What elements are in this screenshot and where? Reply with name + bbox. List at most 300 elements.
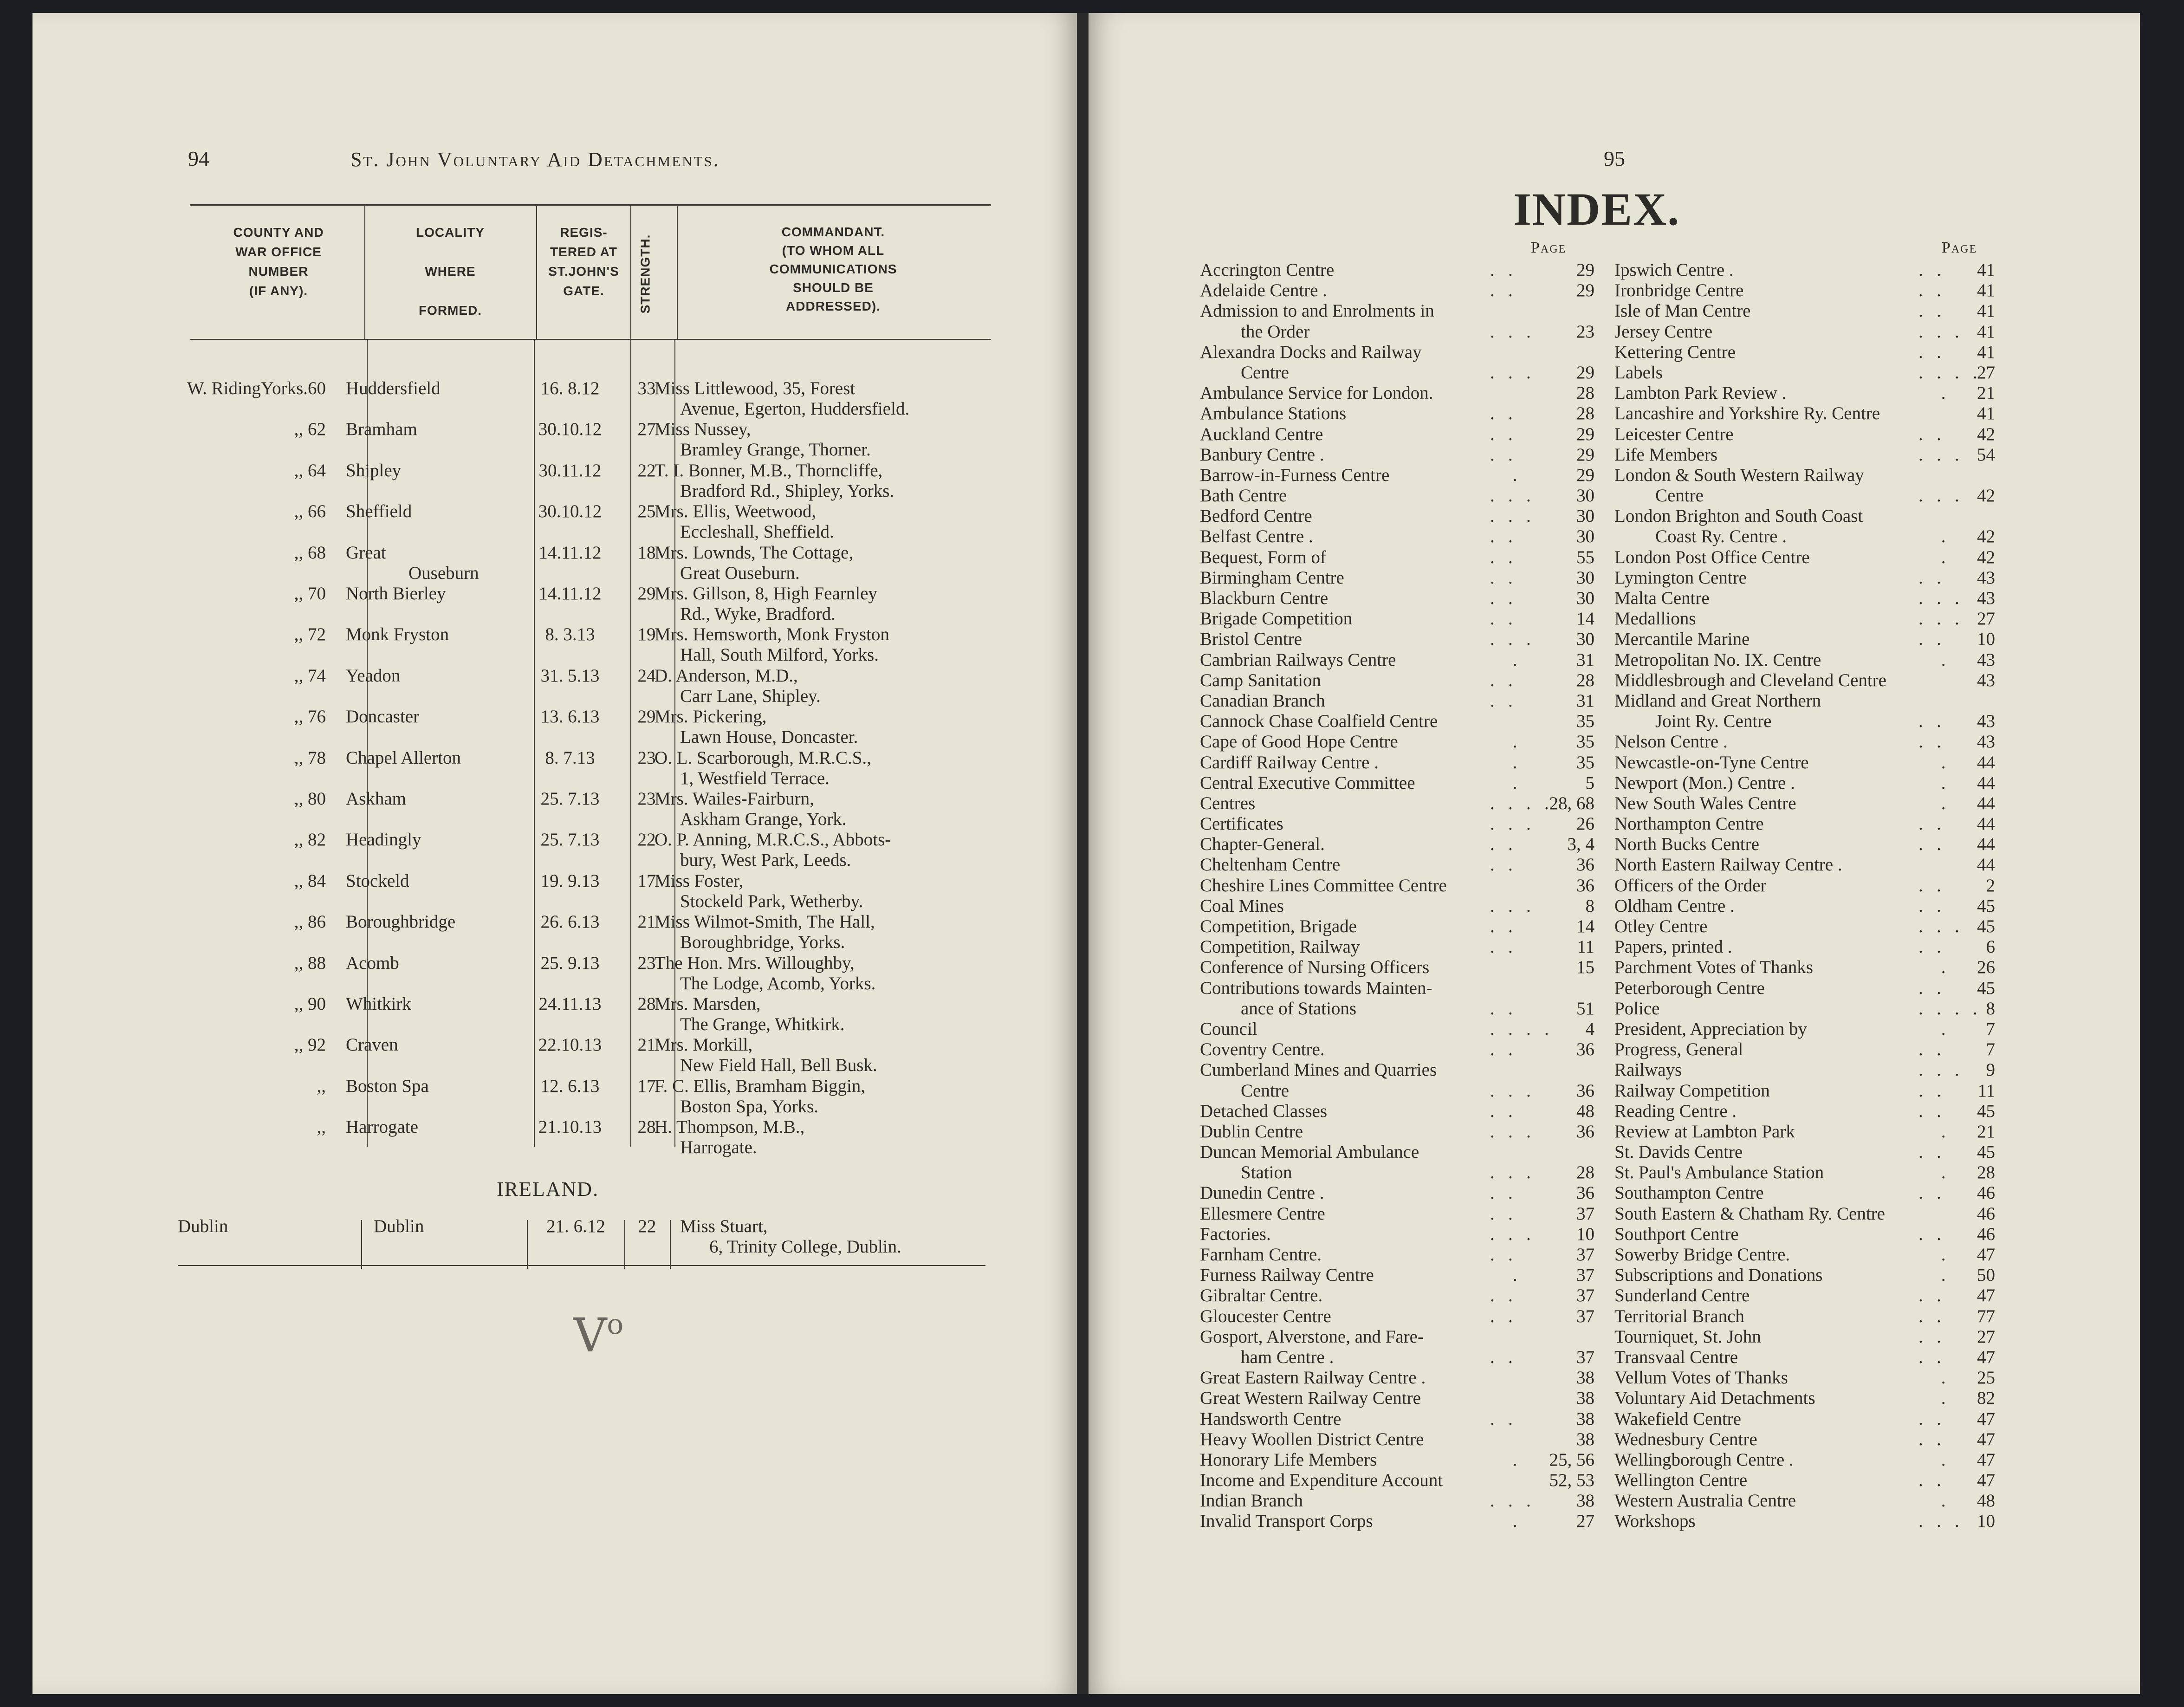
index-entry-leader: . <box>1918 1388 1946 1408</box>
date-cell: 31. 5.13 <box>540 665 600 686</box>
index-entry-leader: . <box>1490 752 1517 772</box>
index-entry-text: Centres <box>1200 793 1256 813</box>
date-cell: 14.11.12 <box>538 542 602 563</box>
commandant-address-cell: New Field Hall, Bell Busk. <box>680 1055 877 1076</box>
index-entry <box>1200 342 1594 363</box>
strength-cell: 33 <box>637 378 656 398</box>
index-entry-page: 43 <box>1977 711 1995 732</box>
index-entry-page: 26 <box>1977 957 1995 978</box>
index-entry-text: Voluntary Aid Detachments <box>1614 1388 1815 1408</box>
county-cell: ,, 86 <box>294 912 326 932</box>
index-entry-page: 46 <box>1977 1203 1995 1224</box>
table-row <box>0 584 1044 624</box>
index-entry-page: 30 <box>1576 588 1594 608</box>
index-entry-page: 45 <box>1977 1101 1995 1121</box>
strength-cell: 27 <box>637 419 656 440</box>
locality-cell: Chapel Allerton <box>346 747 461 768</box>
date-cell: 8. 3.13 <box>545 624 595 645</box>
page-column-label-2: Page <box>1942 239 1977 256</box>
index-entry-leader: . <box>1918 1265 1946 1285</box>
header-commandant: COMMANDANT. (TO WHOM ALL COMMUNICATIONS SHOULD BE ADDRESSED). <box>769 225 897 313</box>
index-entry <box>1200 363 1594 383</box>
index-entry-page: 43 <box>1977 732 1995 752</box>
index-entry-page: 46 <box>1977 1224 1995 1244</box>
index-entry <box>1614 1327 1995 1347</box>
table-row <box>0 953 1044 994</box>
strength-cell: 25 <box>637 501 656 522</box>
index-entry <box>1614 1285 1995 1306</box>
locality-cell: Yeadon <box>346 665 401 686</box>
index-entry-leader: . . <box>1490 1101 1513 1121</box>
date-cell: 21. 6.12 <box>546 1216 605 1236</box>
index-entry <box>1614 1470 1995 1491</box>
index-entry <box>1200 978 1594 999</box>
index-entry-leader: . <box>1918 752 1946 772</box>
commandant-cell: Mrs. Wailes-Fairburn, <box>655 789 814 809</box>
index-entry-leader: . <box>1490 1449 1517 1470</box>
index-entry-page: 23 <box>1576 321 1594 342</box>
index-entry <box>1200 465 1594 486</box>
index-entry-page: 9 <box>1986 1060 1995 1080</box>
county-cell: ,, 70 <box>294 584 326 604</box>
index-entry-leader: . . <box>1490 260 1513 280</box>
index-entry-text: Brigade Competition <box>1200 609 1353 629</box>
index-entry <box>1614 1183 1995 1203</box>
index-entry <box>1200 1204 1594 1224</box>
index-entry <box>1614 445 1995 465</box>
index-entry-text: Coast Ry. Centre . <box>1655 526 1787 547</box>
index-entry-text: Jersey Centre <box>1614 321 1713 342</box>
index-entry-leader: . . <box>1918 1101 1941 1121</box>
locality-cell: Boston Spa <box>346 1076 429 1096</box>
index-entry-leader: . . <box>1490 567 1513 588</box>
commandant-address-cell: Bradford Rd., Shipley, Yorks. <box>680 480 894 501</box>
index-entry-text: Council <box>1200 1019 1257 1039</box>
strength-cell: 28 <box>637 1117 656 1137</box>
index-entry-text: ham Centre . <box>1241 1347 1334 1367</box>
index-entry-page: 15 <box>1576 957 1594 978</box>
index-entry <box>1200 1327 1594 1347</box>
commandant-cell: H. Thompson, M.B., <box>655 1117 805 1137</box>
date-cell: 26. 6.13 <box>540 912 600 932</box>
book-gutter <box>1077 13 1089 1694</box>
col-divider-4 <box>677 204 678 339</box>
index-entry <box>1200 732 1594 752</box>
index-entry <box>1200 403 1594 424</box>
commandant-cell: Mrs. Marsden, <box>655 994 761 1014</box>
index-entry-text: Gloucester Centre <box>1200 1306 1331 1326</box>
index-entry-text: Heavy Woollen District Centre <box>1200 1429 1424 1449</box>
commandant-address-cell: Harrogate. <box>680 1137 757 1158</box>
index-entry-leader: . . <box>1918 1080 1941 1101</box>
county-cell: ,, 66 <box>294 501 326 522</box>
index-entry-page: 14 <box>1576 609 1594 629</box>
index-entry-leader: . . <box>1490 855 1513 875</box>
index-entry-page: 37 <box>1576 1265 1594 1285</box>
index-entry-page: 43 <box>1977 588 1995 608</box>
index-entry-text: Police <box>1614 998 1660 1019</box>
index-entry-text: Malta Centre <box>1614 588 1710 608</box>
commandant-address-cell: The Lodge, Acomb, Yorks. <box>680 973 876 993</box>
index-entry <box>1200 526 1594 547</box>
index-entry <box>1200 1368 1594 1388</box>
index-entry-text: Medallions <box>1614 609 1696 629</box>
table-row <box>0 830 1044 870</box>
index-entry-page: 47 <box>1977 1470 1995 1491</box>
index-entry-text: Accrington Centre <box>1200 260 1335 280</box>
index-entry <box>1614 855 1995 875</box>
index-entry-text: Banbury Centre . <box>1200 444 1324 465</box>
index-entry-leader: . . . <box>1490 321 1531 342</box>
index-entry-page: 30 <box>1576 629 1594 649</box>
index-entry-text: Midland and Great Northern <box>1614 690 1821 711</box>
index-entry-text: Coventry Centre. <box>1200 1039 1325 1060</box>
index-entry-leader: . . <box>1490 588 1513 608</box>
index-entry-text: Sunderland Centre <box>1614 1285 1750 1306</box>
index-entry-text: Birmingham Centre <box>1200 567 1344 588</box>
index-entry-leader: . . . <box>1490 1080 1531 1101</box>
index-entry-leader: . . <box>1918 1429 1941 1449</box>
index-entry <box>1200 1347 1594 1368</box>
date-cell: 22.10.13 <box>538 1035 602 1055</box>
index-entry-text: Subscriptions and Donations <box>1614 1265 1823 1285</box>
ireland-divider-2 <box>527 1220 528 1269</box>
index-entry <box>1614 1162 1995 1183</box>
index-entry <box>1614 650 1995 670</box>
table-row <box>0 1035 1044 1076</box>
index-entry-leader: . . . <box>1918 444 1959 465</box>
index-entry <box>1614 876 1995 896</box>
index-entry-text: Chapter-General. <box>1200 834 1325 855</box>
index-entry <box>1614 753 1995 773</box>
commandant-address-cell: Great Ouseburn. <box>680 563 800 583</box>
index-entry <box>1614 711 1995 732</box>
index-entry-leader: . . <box>1490 834 1513 855</box>
index-entry-page: 28 <box>1576 383 1594 403</box>
index-entry-page: 44 <box>1977 834 1995 855</box>
locality-cell: Sheffield <box>346 501 412 522</box>
index-entry-text: Sowerby Bridge Centre. <box>1614 1245 1790 1265</box>
index-entry-leader: . . <box>1490 526 1513 547</box>
county-cell: W. RidingYorks.60 <box>187 378 326 398</box>
index-entry-text: Metropolitan No. IX. Centre <box>1614 649 1821 670</box>
index-entry <box>1614 1450 1995 1470</box>
strength-cell: 23 <box>637 789 656 809</box>
index-entry-page: 38 <box>1576 1491 1594 1511</box>
index-entry-leader: . . . <box>1918 1511 1959 1532</box>
index-entry-page: 41 <box>1977 321 1995 342</box>
index-entry-page: 36 <box>1576 855 1594 875</box>
index-entry <box>1200 1388 1594 1408</box>
index-entry-leader: . . <box>1918 937 1941 957</box>
index-entry <box>1200 629 1594 649</box>
locality-cell-continued: Ouseburn <box>408 563 479 583</box>
index-entry-leader: . . . <box>1918 1060 1959 1080</box>
strength-cell: 24 <box>637 665 656 686</box>
table-row <box>0 461 1044 501</box>
commandant-cell: Mrs. Ellis, Weetwood, <box>655 501 817 522</box>
index-entry <box>1614 609 1995 629</box>
index-entry-text: Competition, Brigade <box>1200 916 1357 936</box>
index-entry-text: Joint Ry. Centre <box>1655 711 1772 732</box>
county-cell: ,, 76 <box>294 707 326 727</box>
index-entry-text: Wednesbury Centre <box>1614 1429 1757 1449</box>
index-entry-text: Coal Mines <box>1200 896 1284 916</box>
index-entry-text: Newport (Mon.) Centre . <box>1614 772 1795 793</box>
index-entry-leader: . . . <box>1490 1224 1531 1244</box>
index-entry <box>1200 1122 1594 1142</box>
index-entry-text: Wakefield Centre <box>1614 1408 1741 1429</box>
index-entry <box>1614 732 1995 752</box>
commandant-cell: T. I. Bonner, M.B., Thorncliffe, <box>655 460 883 480</box>
date-cell: 25. 7.13 <box>540 789 600 809</box>
commandant-cell: D. Anderson, M.D., <box>655 665 798 686</box>
index-entry-text: Invalid Transport Corps <box>1200 1511 1373 1532</box>
index-entry-text: Oldham Centre . <box>1614 896 1735 916</box>
index-entry-leader: . . . <box>1490 629 1531 649</box>
county-cell: ,, 72 <box>294 624 326 645</box>
index-entry-text: ance of Stations <box>1241 998 1357 1019</box>
index-entry-page: 54 <box>1977 444 1995 465</box>
index-entry-text: Bath Centre <box>1200 486 1287 506</box>
county-cell: ,, <box>317 1117 326 1137</box>
county-cell: ,, 64 <box>294 460 326 480</box>
index-entry-page: 38 <box>1576 1408 1594 1429</box>
index-entry-text: Cheltenham Centre <box>1200 855 1341 875</box>
index-entry <box>1614 773 1995 793</box>
county-cell: ,, 62 <box>294 419 326 440</box>
index-entry-text: Cardiff Railway Centre . <box>1200 752 1379 772</box>
index-entry-leader: . . . . <box>1918 998 1977 1019</box>
date-cell: 14.11.12 <box>538 584 602 604</box>
index-entry <box>1614 978 1995 999</box>
index-entry-text: Kettering Centre <box>1614 342 1736 362</box>
index-entry-leader: . . . <box>1490 1162 1531 1183</box>
index-entry-page: 51 <box>1576 998 1594 1019</box>
index-entry <box>1200 1183 1594 1203</box>
handwritten-mark: $V^o$ <box>573 1308 624 1363</box>
index-entry-text: Ipswich Centre . <box>1614 260 1734 280</box>
index-entry-leader: . <box>1490 1265 1517 1285</box>
index-entry-text: Railways <box>1614 1060 1682 1080</box>
index-entry-leader: . . <box>1918 1470 1941 1491</box>
index-entry-page: 41 <box>1977 260 1995 280</box>
index-entry-page: 42 <box>1977 547 1995 567</box>
index-entry-page: 11 <box>1577 937 1594 957</box>
index-entry <box>1614 834 1995 855</box>
index-entry-page: 2 <box>1986 875 1995 896</box>
index-entry <box>1614 1347 1995 1368</box>
index-entry-text: St. Paul's Ambulance Station <box>1614 1162 1824 1183</box>
index-entry-text: Cheshire Lines Committee Centre <box>1200 875 1447 896</box>
index-entry-page: 48 <box>1977 1491 1995 1511</box>
index-entry <box>1200 1285 1594 1306</box>
index-entry-page: 27 <box>1977 362 1995 383</box>
index-entry <box>1614 1409 1995 1429</box>
index-entry-text: North Eastern Railway Centre . <box>1614 855 1842 875</box>
commandant-cell: F. C. Ellis, Bramham Biggin, <box>655 1076 866 1096</box>
index-entry <box>1200 957 1594 978</box>
commandant-address-cell: 1, Westfield Terrace. <box>680 768 830 788</box>
index-entry-text: Isle of Man Centre <box>1614 301 1751 321</box>
date-cell: 21.10.13 <box>538 1117 602 1137</box>
index-entry-page: 41 <box>1977 280 1995 301</box>
locality-cell: Acomb <box>346 953 399 973</box>
index-entry <box>1614 322 1995 342</box>
index-entry-leader: . <box>1490 772 1517 793</box>
commandant-address-cell: Hall, South Milford, Yorks. <box>680 645 879 665</box>
index-entry-text: Cumberland Mines and Quarries <box>1200 1060 1437 1080</box>
index-entry <box>1614 465 1995 486</box>
strength-cell: 22 <box>638 1216 656 1236</box>
index-entry <box>1200 1470 1594 1491</box>
county-cell: ,, 84 <box>294 870 326 891</box>
locality-cell: Dublin <box>374 1216 424 1236</box>
index-entry-text: Wellingborough Centre . <box>1614 1449 1794 1470</box>
index-entry <box>1614 1245 1995 1265</box>
index-entry-text: Camp Sanitation <box>1200 670 1322 690</box>
index-entry-page: 44 <box>1977 814 1995 834</box>
col-divider-2 <box>536 204 537 339</box>
index-entry-page: 46 <box>1977 1183 1995 1203</box>
index-entry <box>1200 896 1594 916</box>
commandant-cell: Mrs. Pickering, <box>655 707 767 727</box>
date-cell: 30.10.12 <box>538 501 602 522</box>
index-entry-leader: . <box>1918 547 1946 567</box>
index-entry <box>1614 1368 1995 1388</box>
index-entry-page: 36 <box>1576 875 1594 896</box>
county-cell: ,, 88 <box>294 953 326 973</box>
index-entry-page: 37 <box>1576 1347 1594 1367</box>
table-row <box>0 789 1044 830</box>
index-entry-text: Income and Expenditure Account <box>1200 1470 1443 1491</box>
table-bottom-rule <box>178 1265 985 1266</box>
commandant-address-cell: Eccleshall, Sheffield. <box>680 522 834 542</box>
index-entry <box>1200 650 1594 670</box>
locality-cell: Monk Fryston <box>346 624 449 645</box>
index-entry-text: Factories. <box>1200 1224 1271 1244</box>
strength-cell: 28 <box>637 994 656 1014</box>
index-entry-page: 37 <box>1576 1245 1594 1265</box>
commandant-address-cell: 6, Trinity College, Dublin. <box>709 1237 901 1257</box>
index-entry <box>1200 1142 1594 1162</box>
county-cell: ,, 80 <box>294 789 326 809</box>
index-entry <box>1200 506 1594 526</box>
index-entry-leader: . . <box>1490 609 1513 629</box>
index-entry-text: President, Appreciation by <box>1614 1019 1807 1039</box>
index-entry-page: 14 <box>1576 916 1594 936</box>
index-entry-page: 29 <box>1576 280 1594 301</box>
index-entry <box>1200 588 1594 609</box>
index-entry-leader: . . . <box>1490 1491 1531 1511</box>
index-entry-leader: . . <box>1918 875 1941 896</box>
index-entry-text: London Brighton and South Coast <box>1614 506 1863 526</box>
index-entry-text: Workshops <box>1614 1511 1696 1532</box>
index-entry-leader: . . <box>1918 1142 1941 1162</box>
commandant-address-cell: Boroughbridge, Yorks. <box>680 932 845 953</box>
index-entry-text: Duncan Memorial Ambulance <box>1200 1142 1419 1162</box>
index-entry-page: 36 <box>1576 1183 1594 1203</box>
index-entry-leader: . <box>1918 1245 1946 1265</box>
index-entry-leader: . . <box>1490 690 1513 711</box>
index-entry-page: 29 <box>1576 260 1594 280</box>
locality-cell: Whitkirk <box>346 994 411 1014</box>
index-entry <box>1614 1142 1995 1162</box>
index-entry-leader: . <box>1490 649 1517 670</box>
index-entry-leader: . <box>1918 1491 1946 1511</box>
index-entry <box>1614 403 1995 424</box>
running-head: St. John Voluntary Aid Detachments. <box>350 148 720 171</box>
index-entry-page: 25 <box>1977 1368 1995 1388</box>
index-entry <box>1200 670 1594 691</box>
index-entry <box>1200 691 1594 711</box>
index-entry-leader: . . . <box>1918 609 1959 629</box>
index-entry-page: 35 <box>1576 711 1594 732</box>
index-entry-leader: . . <box>1918 424 1941 444</box>
index-entry <box>1200 855 1594 875</box>
index-entry-page: 36 <box>1576 1121 1594 1142</box>
table-row <box>0 378 1044 419</box>
index-entry-text: Ellesmere Centre <box>1200 1203 1325 1224</box>
index-entry-page: 28 <box>1576 403 1594 424</box>
index-entry-text: Progress, General <box>1614 1039 1743 1060</box>
index-entry-page: 30 <box>1576 506 1594 526</box>
index-entry-page: 30 <box>1576 526 1594 547</box>
index-entry-text: Auckland Centre <box>1200 424 1323 444</box>
index-entry <box>1200 916 1594 937</box>
index-entry-leader: . . <box>1490 1285 1513 1306</box>
index-entry-page: 27 <box>1977 1326 1995 1347</box>
strength-cell: 29 <box>637 584 656 604</box>
index-entry-text: Life Members <box>1614 444 1718 465</box>
index-entry-leader: . . <box>1490 280 1513 301</box>
index-entry-text: Wellington Centre <box>1614 1470 1748 1491</box>
index-entry-page: 29 <box>1576 424 1594 444</box>
index-entry-page: 8 <box>1585 896 1594 916</box>
index-entry-leader: . . . <box>1918 588 1959 608</box>
commandant-cell: Miss Foster, <box>655 870 744 891</box>
index-entry <box>1200 876 1594 896</box>
index-entry <box>1614 1265 1995 1285</box>
index-entry-page: 38 <box>1576 1388 1594 1408</box>
index-entry-page: 29 <box>1576 444 1594 465</box>
index-entry-text: Leicester Centre <box>1614 424 1734 444</box>
commandant-cell: Miss Stuart, <box>680 1216 768 1236</box>
index-entry-text: Belfast Centre . <box>1200 526 1313 547</box>
index-entry-leader: . . <box>1490 1183 1513 1203</box>
index-entry-leader: . <box>1918 383 1946 403</box>
index-entry <box>1614 568 1995 588</box>
table-row <box>0 624 1044 665</box>
index-entry-page: 47 <box>1977 1347 1995 1367</box>
index-entry-leader: . <box>1490 732 1517 752</box>
index-entry-page: 45 <box>1977 978 1995 998</box>
index-entry-text: Competition, Railway <box>1200 937 1360 957</box>
index-entry <box>1614 1491 1995 1511</box>
index-entry-text: Middlesbrough and Cleveland Centre <box>1614 670 1886 690</box>
index-entry <box>1200 814 1594 834</box>
index-column-1 <box>1200 260 1594 1532</box>
commandant-cell: Mrs. Lownds, The Cottage, <box>655 542 854 563</box>
index-entry-text: Adelaide Centre . <box>1200 280 1327 301</box>
table-row <box>0 1117 1044 1158</box>
index-entry-leader: . . <box>1918 1347 1941 1367</box>
index-entry-page: 37 <box>1576 1306 1594 1326</box>
locality-cell: Askham <box>346 789 406 809</box>
index-title: INDEX. <box>1513 183 1680 235</box>
date-cell: 25. 7.13 <box>540 830 600 850</box>
index-entry <box>1200 1019 1594 1039</box>
